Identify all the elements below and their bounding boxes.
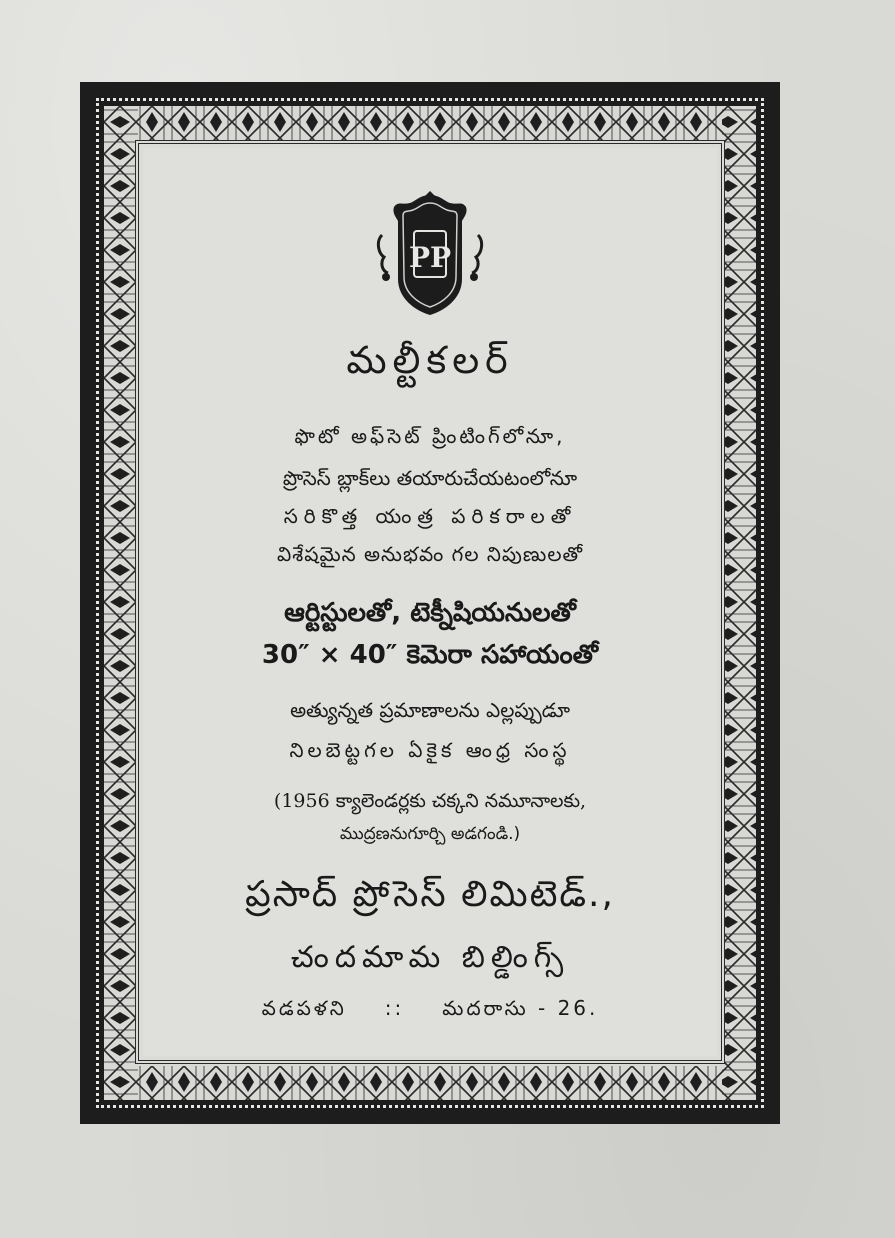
note-line: ముద్రణనుగూర్చి అడగండి.) bbox=[339, 824, 521, 844]
note-line: (1956 క్యాలెండర్లకు చక్కని నమూనాలకు, bbox=[273, 790, 587, 812]
address-left: వడపళని bbox=[261, 996, 347, 1020]
body-line: ఫొటో అఫ్‌సెట్ ప్రింటింగ్‌లోనూ, bbox=[294, 424, 566, 448]
logo-monogram: PP bbox=[408, 241, 452, 274]
body-line: ప్రొసెస్ బ్లాక్‌లు తయారుచేయటంలోనూ bbox=[282, 466, 578, 490]
address-line bbox=[143, 996, 717, 1025]
body-line: సరికొత్త యంత్ర పరికరాలతో bbox=[283, 504, 577, 528]
body-line: విశేషమైన అనుభవం గల నిపుణులతో bbox=[276, 542, 584, 566]
pp-crest-logo-icon bbox=[372, 191, 488, 321]
highlight-line: ఆర్టిస్టులతో, టెక్నీషియనులతో bbox=[284, 598, 576, 628]
standard-line: నిలబెట్టగల ఏకైక ఆంధ్ర సంస్థ bbox=[289, 738, 571, 762]
advert-title: మల్టీకలర్ bbox=[346, 338, 514, 382]
highlight-line: 30″ × 40″ కెమెరా సహాయంతో bbox=[261, 640, 599, 670]
company-name: ప్రసాద్ ప్రోసెస్ లిమిటెడ్., bbox=[245, 874, 615, 915]
address-right: మదరాసు - 26. bbox=[442, 996, 599, 1020]
address-separator: :: bbox=[384, 996, 405, 1020]
standard-line: అత్యున్నత ప్రమాణాలను ఎల్లప్పుడూ bbox=[290, 698, 570, 722]
advert-content bbox=[143, 148, 717, 1056]
building-name: చందమామ బిల్డింగ్స్ bbox=[290, 940, 570, 975]
